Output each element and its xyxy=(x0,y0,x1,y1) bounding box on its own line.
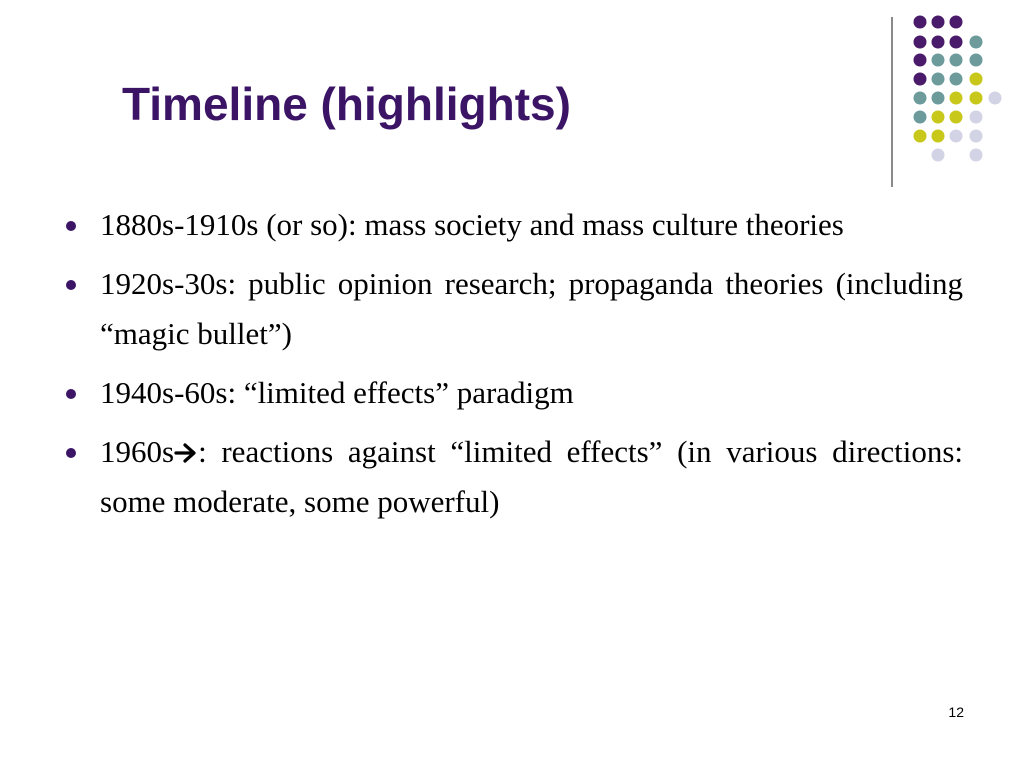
purple-dot xyxy=(950,36,963,49)
bullet-list xyxy=(61,200,963,536)
right-arrow-icon xyxy=(174,442,198,464)
purple-dot xyxy=(914,73,927,86)
decorative-dot-grid xyxy=(0,0,1024,200)
bullet-text: 1940s-60s: “limited effects” paradigm xyxy=(100,375,574,410)
yellow-dot xyxy=(950,92,963,105)
yellow-dot xyxy=(970,92,983,105)
teal-dot xyxy=(970,54,983,67)
teal-dot xyxy=(950,54,963,67)
bullet-item-1960s xyxy=(61,427,963,527)
lavender-dot xyxy=(970,130,983,143)
purple-dot xyxy=(932,16,945,29)
lavender-dot xyxy=(950,130,963,143)
teal-dot xyxy=(932,92,945,105)
yellow-dot xyxy=(914,130,927,143)
yellow-dot xyxy=(932,130,945,143)
lavender-dot xyxy=(970,149,983,162)
yellow-dot xyxy=(950,111,963,124)
purple-dot xyxy=(950,16,963,29)
bullet-marker xyxy=(66,221,76,231)
bullet-item-1880s xyxy=(61,200,963,250)
bullet-marker xyxy=(66,448,76,458)
purple-dot xyxy=(932,36,945,49)
lavender-dot xyxy=(932,149,945,162)
teal-dot xyxy=(914,92,927,105)
page-number: 12 xyxy=(948,704,964,720)
bullet-item-1940s xyxy=(61,368,963,418)
purple-dot xyxy=(914,54,927,67)
purple-dot xyxy=(914,16,927,29)
purple-dot xyxy=(914,36,927,49)
teal-dot xyxy=(932,73,945,86)
teal-dot xyxy=(950,73,963,86)
yellow-dot xyxy=(932,111,945,124)
teal-dot xyxy=(932,54,945,67)
lavender-dot xyxy=(970,111,983,124)
bullet-text-end: : reactions against “limited effects” (in various directions: some moderate, some powerful) xyxy=(100,434,963,519)
yellow-dot xyxy=(970,73,983,86)
lavender-dot xyxy=(989,92,1002,105)
bullet-marker xyxy=(66,280,76,290)
teal-dot xyxy=(914,111,927,124)
bullet-text-start: 1960s xyxy=(100,434,175,469)
bullet-item-1920s xyxy=(61,259,963,359)
bullet-text: 1920s-30s: public opinion research; propaganda theories (including “magic bullet”) xyxy=(100,266,963,351)
slide-title: Timeline (highlights) xyxy=(122,78,571,130)
teal-dot xyxy=(970,36,983,49)
bullet-text: 1880s-1910s (or so): mass society and mass culture theories xyxy=(100,207,844,242)
bullet-marker xyxy=(66,389,76,399)
